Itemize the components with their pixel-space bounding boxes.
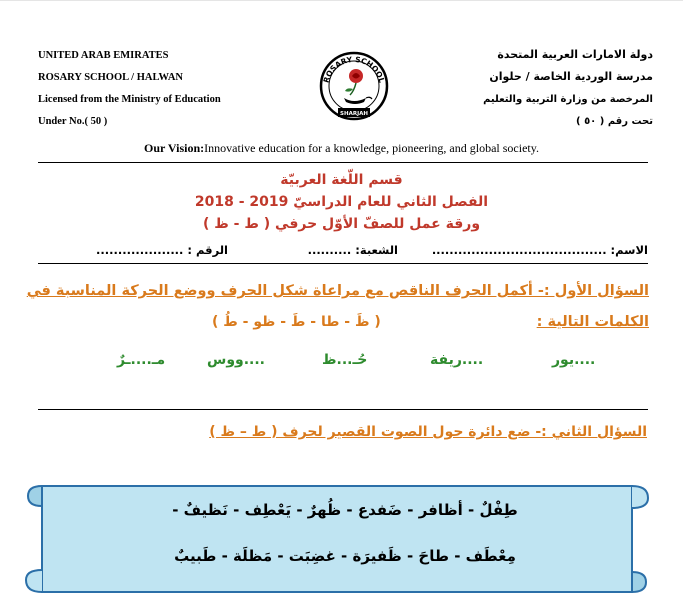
department-title: قسم اللّغة العربيّة [280, 172, 403, 188]
worksheet-title: ورقة عمل للصفّ الأوّل حرفي ( ط - ظ ) [202, 216, 481, 232]
question-1-subtitle: الكلمات التالية : [536, 314, 649, 330]
word-blank-2: ....ريفة [430, 352, 484, 368]
divider-lower [38, 409, 648, 410]
word-blank-1: ....يور [552, 352, 596, 368]
vision-statement [0, 141, 683, 156]
page-top-border [0, 0, 683, 7]
school-name-ar: مدرسة الوردية الخاصة / حلوان [489, 70, 653, 83]
divider-middle [38, 263, 648, 264]
scroll-banner [16, 476, 656, 610]
school-name-en: ROSARY SCHOOL / HALWAN [38, 72, 184, 83]
word-blank-3: حُـ...ظ [322, 352, 368, 368]
words-line-1: طِفْلٌ - أظافر - ضَفدع - ظُهرٌ - يَعْطِف - نَظيفٌ - [172, 501, 518, 519]
school-logo [318, 48, 390, 124]
section-field[interactable]: الشعبة: .......... [307, 243, 398, 257]
words-line-2: مِعْطَف - طاحَ - ظَفيرَة - غضِبَت - مَظلَة - طَبيبٌ [174, 547, 516, 565]
word-blank-4: ....ووس [207, 352, 265, 368]
logo-bottom-text: SHARJAH [340, 111, 368, 117]
question-1-title: السؤال الأول :- أكمل الحرف الناقص مع مراعاة شكل الحرف ووضع الحركة المناسبة في [26, 283, 649, 299]
license-number-en: Under No.( 50 ) [38, 116, 108, 127]
logo-arc-text: ROSARY SCHOOL [321, 54, 387, 84]
license-ar: المرخصة من وزارة التربية والتعليم [483, 94, 653, 105]
vision-text: Innovative education for a knowledge, pioneering, and global society. [204, 141, 539, 155]
word-blank-5: مـ....ـرٌ [117, 352, 166, 368]
name-field[interactable]: الاسم: ........................................ [431, 243, 648, 257]
semester-title: الفصل الثاني للعام الدراسيّ 2019 - 2018 [194, 194, 489, 210]
number-field[interactable]: الرقم : .................... [96, 243, 228, 257]
country-name-ar: دولة الامارات العربية المتحدة [497, 48, 653, 61]
license-en: Licensed from the Ministry of Education [38, 94, 221, 105]
letter-options: ( ظَ - طا - طَ - ظو - طُ ) [212, 314, 381, 330]
country-name-en: UNITED ARAB EMIRATES [38, 50, 169, 61]
question-2-title: السؤال الثاني :- ضع دائرة حول الصوت القصير لحرف ( ط – ظ ) [209, 424, 647, 440]
vision-label: Our Vision: [144, 141, 205, 155]
divider-top [38, 162, 648, 163]
license-number-ar: تحت رقم ( ٥٠ ) [576, 116, 653, 127]
